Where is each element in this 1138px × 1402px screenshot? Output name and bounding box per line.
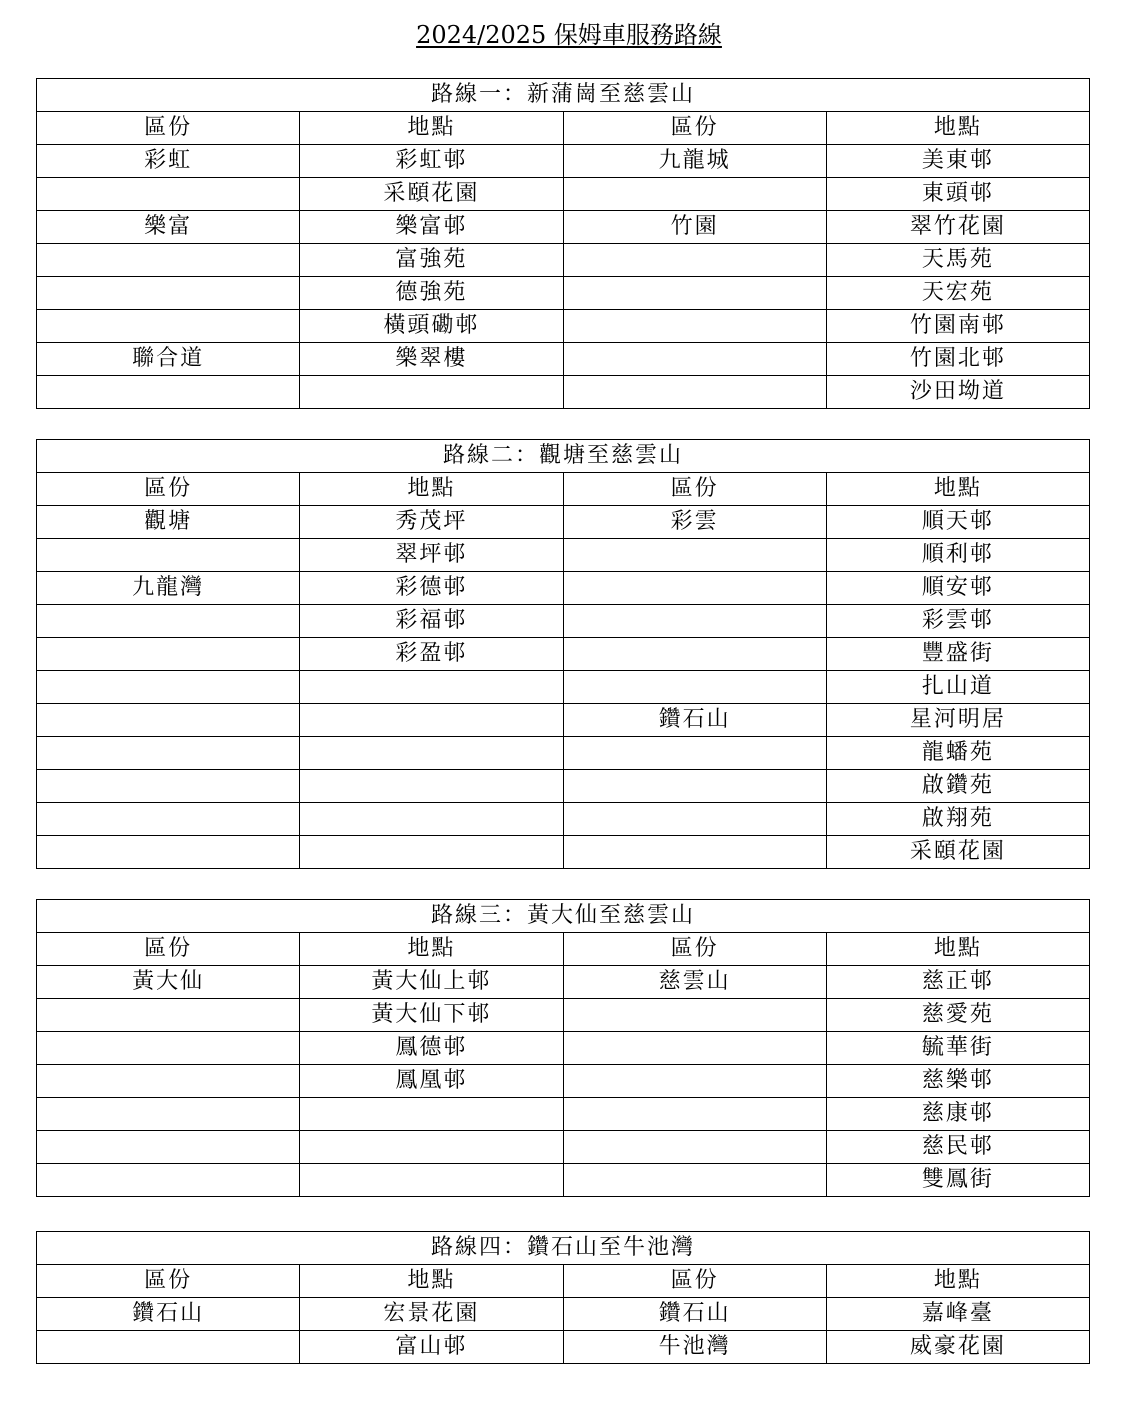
location-cell: 雙鳳街	[826, 1164, 1089, 1197]
location-cell: 扎山道	[826, 671, 1089, 704]
location-cell: 彩盈邨	[300, 638, 563, 671]
district-cell	[563, 310, 826, 343]
table-row	[37, 178, 1090, 211]
column-header-row	[37, 112, 1090, 145]
district-cell	[563, 1098, 826, 1131]
location-cell	[300, 1098, 563, 1131]
location-cell: 鳳凰邨	[300, 1065, 563, 1098]
route-title: 路線一：新蒲崗至慈雲山	[37, 79, 1090, 112]
table-row	[37, 1032, 1090, 1065]
location-cell: 鳳德邨	[300, 1032, 563, 1065]
location-cell: 宏景花園	[300, 1298, 563, 1331]
district-cell: 彩雲	[563, 506, 826, 539]
table-row	[37, 310, 1090, 343]
district-cell	[563, 1065, 826, 1098]
district-cell	[37, 671, 300, 704]
district-cell	[563, 1032, 826, 1065]
location-cell: 沙田坳道	[826, 376, 1089, 409]
location-header: 地點	[300, 473, 563, 506]
location-cell: 慈正邨	[826, 966, 1089, 999]
district-header: 區份	[563, 1265, 826, 1298]
column-header-row	[37, 473, 1090, 506]
location-header: 地點	[300, 1265, 563, 1298]
route-table	[36, 1231, 1090, 1364]
route-table	[36, 439, 1090, 869]
location-cell: 天宏苑	[826, 277, 1089, 310]
location-header: 地點	[826, 1265, 1089, 1298]
location-cell: 黃大仙上邨	[300, 966, 563, 999]
district-cell	[563, 638, 826, 671]
location-cell: 龍蟠苑	[826, 737, 1089, 770]
table-row	[37, 770, 1090, 803]
location-cell: 黃大仙下邨	[300, 999, 563, 1032]
location-cell	[300, 770, 563, 803]
district-cell	[37, 277, 300, 310]
district-cell	[563, 605, 826, 638]
location-cell	[300, 704, 563, 737]
location-cell: 翠坪邨	[300, 539, 563, 572]
district-cell	[563, 277, 826, 310]
location-cell: 順安邨	[826, 572, 1089, 605]
location-cell: 威豪花園	[826, 1331, 1089, 1364]
location-header: 地點	[826, 112, 1089, 145]
district-cell	[37, 999, 300, 1032]
district-header: 區份	[563, 933, 826, 966]
table-row	[37, 277, 1090, 310]
table-row	[37, 211, 1090, 244]
district-cell: 黃大仙	[37, 966, 300, 999]
route-title: 路線四：鑽石山至牛池灣	[37, 1232, 1090, 1265]
district-header: 區份	[37, 1265, 300, 1298]
district-cell	[37, 836, 300, 869]
district-cell	[563, 539, 826, 572]
table-row	[37, 572, 1090, 605]
column-header-row	[37, 933, 1090, 966]
district-cell	[37, 244, 300, 277]
route-title: 路線二：觀塘至慈雲山	[37, 440, 1090, 473]
district-cell: 彩虹	[37, 145, 300, 178]
district-cell: 觀塘	[37, 506, 300, 539]
table-row	[37, 1131, 1090, 1164]
table-row	[37, 803, 1090, 836]
route-title-row	[37, 440, 1090, 473]
location-cell: 富山邨	[300, 1331, 563, 1364]
district-cell	[37, 605, 300, 638]
district-header: 區份	[37, 473, 300, 506]
location-header: 地點	[300, 112, 563, 145]
table-row	[37, 1331, 1090, 1364]
location-header: 地點	[300, 933, 563, 966]
location-header: 地點	[826, 933, 1089, 966]
table-row	[37, 1164, 1090, 1197]
document-title	[0, 18, 1138, 52]
district-cell: 竹園	[563, 211, 826, 244]
table-row	[37, 506, 1090, 539]
district-header: 區份	[37, 112, 300, 145]
district-cell	[563, 572, 826, 605]
location-cell: 采頤花園	[300, 178, 563, 211]
location-cell: 天馬苑	[826, 244, 1089, 277]
district-header: 區份	[37, 933, 300, 966]
location-cell: 啟翔苑	[826, 803, 1089, 836]
column-header-row	[37, 1265, 1090, 1298]
location-cell: 啟鑽苑	[826, 770, 1089, 803]
location-cell: 慈民邨	[826, 1131, 1089, 1164]
location-cell	[300, 671, 563, 704]
district-header: 區份	[563, 473, 826, 506]
location-header: 地點	[826, 473, 1089, 506]
district-cell	[37, 1098, 300, 1131]
district-cell: 鑽石山	[563, 704, 826, 737]
route-table	[36, 78, 1090, 409]
route-title-row	[37, 79, 1090, 112]
location-cell	[300, 737, 563, 770]
route-title: 路線三：黃大仙至慈雲山	[37, 900, 1090, 933]
district-cell	[37, 704, 300, 737]
district-cell	[37, 539, 300, 572]
location-cell: 翠竹花園	[826, 211, 1089, 244]
table-row	[37, 704, 1090, 737]
location-cell	[300, 1164, 563, 1197]
district-cell	[563, 1131, 826, 1164]
table-row	[37, 605, 1090, 638]
table-row	[37, 671, 1090, 704]
table-row	[37, 376, 1090, 409]
route-table	[36, 899, 1090, 1197]
district-cell	[563, 244, 826, 277]
district-cell	[563, 671, 826, 704]
location-cell: 竹園北邨	[826, 343, 1089, 376]
district-cell	[37, 737, 300, 770]
table-row	[37, 145, 1090, 178]
district-cell	[37, 376, 300, 409]
district-cell: 聯合道	[37, 343, 300, 376]
table-row	[37, 999, 1090, 1032]
district-cell	[37, 178, 300, 211]
table-row	[37, 638, 1090, 671]
district-cell	[37, 1065, 300, 1098]
district-cell	[37, 803, 300, 836]
district-header: 區份	[563, 112, 826, 145]
district-cell	[37, 1131, 300, 1164]
location-cell: 樂翠樓	[300, 343, 563, 376]
table-row	[37, 343, 1090, 376]
district-cell	[563, 343, 826, 376]
district-cell	[37, 1032, 300, 1065]
location-cell: 慈康邨	[826, 1098, 1089, 1131]
table-row	[37, 244, 1090, 277]
district-cell	[563, 737, 826, 770]
location-cell: 嘉峰臺	[826, 1298, 1089, 1331]
location-cell	[300, 376, 563, 409]
district-cell	[563, 803, 826, 836]
location-cell: 星河明居	[826, 704, 1089, 737]
location-cell: 東頭邨	[826, 178, 1089, 211]
location-cell: 毓華街	[826, 1032, 1089, 1065]
location-cell: 慈樂邨	[826, 1065, 1089, 1098]
district-cell	[563, 178, 826, 211]
table-row	[37, 1065, 1090, 1098]
district-cell	[563, 376, 826, 409]
location-cell: 彩雲邨	[826, 605, 1089, 638]
location-cell: 順利邨	[826, 539, 1089, 572]
location-cell: 秀茂坪	[300, 506, 563, 539]
district-cell: 鑽石山	[563, 1298, 826, 1331]
location-cell: 彩福邨	[300, 605, 563, 638]
table-row	[37, 737, 1090, 770]
district-cell: 慈雲山	[563, 966, 826, 999]
location-cell: 豐盛街	[826, 638, 1089, 671]
district-cell	[563, 1164, 826, 1197]
location-cell	[300, 1131, 563, 1164]
location-cell: 富強苑	[300, 244, 563, 277]
table-row	[37, 1298, 1090, 1331]
location-cell: 德強苑	[300, 277, 563, 310]
table-row	[37, 539, 1090, 572]
location-cell: 順天邨	[826, 506, 1089, 539]
district-cell: 九龍城	[563, 145, 826, 178]
district-cell	[37, 1331, 300, 1364]
district-cell	[37, 310, 300, 343]
location-cell: 橫頭磡邨	[300, 310, 563, 343]
table-row	[37, 836, 1090, 869]
location-cell	[300, 836, 563, 869]
location-cell: 彩虹邨	[300, 145, 563, 178]
district-cell	[563, 999, 826, 1032]
location-cell	[300, 803, 563, 836]
district-cell	[37, 638, 300, 671]
district-cell: 牛池灣	[563, 1331, 826, 1364]
location-cell: 樂富邨	[300, 211, 563, 244]
table-row	[37, 966, 1090, 999]
district-cell	[37, 1164, 300, 1197]
route-title-row	[37, 900, 1090, 933]
district-cell: 鑽石山	[37, 1298, 300, 1331]
location-cell: 采頤花園	[826, 836, 1089, 869]
document-title-text: 2024/2025 保姆車服務路線	[416, 21, 722, 49]
district-cell: 九龍灣	[37, 572, 300, 605]
location-cell: 慈愛苑	[826, 999, 1089, 1032]
location-cell: 彩德邨	[300, 572, 563, 605]
location-cell: 竹園南邨	[826, 310, 1089, 343]
table-row	[37, 1098, 1090, 1131]
district-cell	[563, 770, 826, 803]
location-cell: 美東邨	[826, 145, 1089, 178]
district-cell: 樂富	[37, 211, 300, 244]
district-cell	[37, 770, 300, 803]
route-title-row	[37, 1232, 1090, 1265]
district-cell	[563, 836, 826, 869]
